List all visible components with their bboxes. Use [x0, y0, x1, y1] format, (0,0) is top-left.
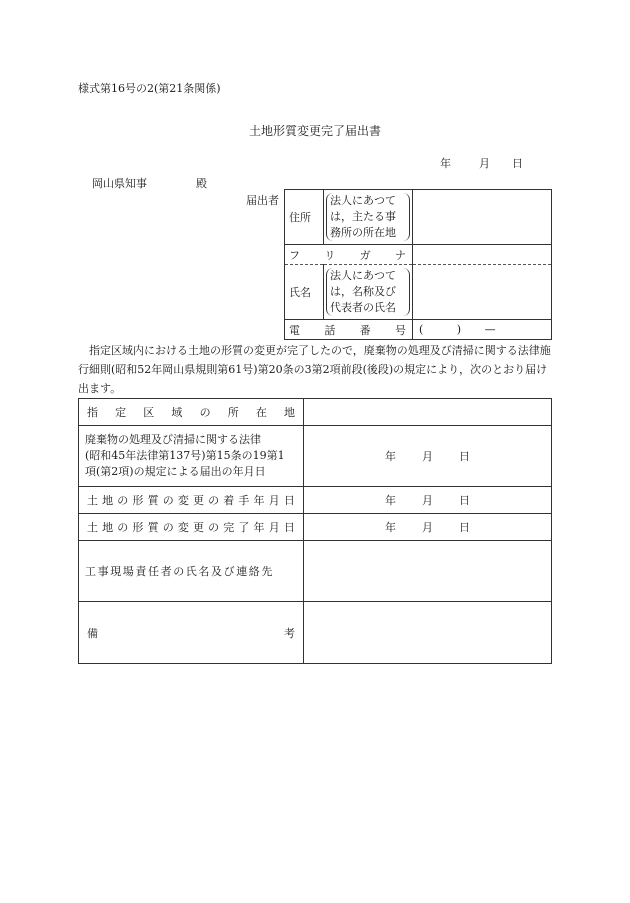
- location-char: 域: [171, 406, 183, 419]
- start-date-char: 質: [147, 494, 159, 507]
- day-unit: 日: [459, 521, 470, 534]
- addressee-honorific: 殿: [196, 177, 207, 190]
- end-date-char: の: [117, 521, 129, 534]
- start-date-char: 形: [132, 494, 144, 507]
- end-date-char: 質: [147, 521, 159, 534]
- phone-char: 話: [324, 323, 336, 337]
- filer-name-row: [285, 265, 552, 320]
- start-date-char: の: [117, 494, 129, 507]
- name-note-line: 法人にあつて: [330, 269, 396, 282]
- date-day: 日: [512, 157, 523, 170]
- day-unit: 日: [459, 494, 470, 507]
- manager-row: [79, 541, 552, 602]
- date-month: 月: [479, 157, 490, 170]
- form-number: 様式第16号の2(第21条関係): [78, 82, 221, 95]
- end-date-char: 完: [223, 521, 235, 534]
- manager-label: 工事現場責任者の氏名及び連絡先: [79, 541, 304, 602]
- notified-date-label-line: 廃棄物の処理及び清掃に関する法律: [85, 433, 261, 446]
- end-date-label: [79, 514, 304, 541]
- addressee-name: 岡山県知事: [92, 177, 147, 190]
- location-char: 在: [255, 406, 267, 419]
- address-label: 住所: [285, 190, 324, 245]
- furigana-char: ナ: [394, 248, 406, 262]
- furigana-char: ガ: [359, 248, 371, 262]
- start-date-char: 年: [253, 494, 265, 507]
- end-date-char: 形: [132, 521, 144, 534]
- start-date-char: 土: [87, 494, 98, 507]
- phone-paren-open: (: [419, 323, 424, 336]
- name-note-line: は，名称及び: [330, 285, 396, 298]
- address-value[interactable]: [413, 190, 552, 245]
- start-date-char: 月: [268, 494, 280, 507]
- end-date-char: 年: [253, 521, 265, 534]
- location-char: 所: [227, 406, 239, 419]
- phone-char: 号: [394, 323, 406, 337]
- location-char: 区: [143, 406, 155, 419]
- filer-phone-row: [285, 320, 552, 340]
- furigana-value[interactable]: [413, 245, 552, 265]
- end-date-char: 了: [238, 521, 250, 534]
- end-date-char: 地: [102, 521, 114, 534]
- start-date-char: 着: [223, 494, 235, 507]
- name-note: [326, 268, 410, 316]
- name-note-cell: [324, 265, 413, 320]
- start-date-char: 手: [238, 494, 250, 507]
- location-value[interactable]: [304, 399, 552, 426]
- year-unit: 年: [385, 494, 396, 507]
- notified-date-row: [79, 426, 552, 487]
- filer-label: 届出者: [246, 194, 279, 207]
- end-date-char: 日: [283, 521, 295, 534]
- location-row: [79, 399, 552, 426]
- furigana-label: [285, 245, 413, 265]
- name-note-line: 代表者の氏名: [330, 301, 396, 314]
- manager-value[interactable]: [304, 541, 552, 602]
- remarks-char: 備: [87, 626, 98, 640]
- phone-char: 番: [359, 323, 371, 337]
- main-table: [78, 398, 552, 664]
- name-value[interactable]: [413, 265, 552, 320]
- end-date-char: 土: [87, 521, 98, 534]
- address-note-line: は，主たる事: [330, 210, 396, 223]
- month-unit: 月: [422, 450, 433, 463]
- location-char: の: [199, 406, 211, 419]
- start-date-value[interactable]: [304, 487, 552, 514]
- phone-label: [285, 320, 413, 340]
- phone-paren-close: ): [456, 323, 462, 336]
- end-date-value[interactable]: [304, 514, 552, 541]
- notified-date-label: [79, 426, 304, 487]
- name-label: 氏名: [285, 265, 324, 320]
- address-note-line: 務所の所在地: [330, 226, 396, 239]
- year-unit: 年: [385, 450, 396, 463]
- day-unit: 日: [459, 450, 470, 463]
- phone-dash: —: [484, 323, 496, 336]
- end-date-char: の: [208, 521, 220, 534]
- end-date-char: 変: [177, 521, 189, 534]
- start-date-char: 日: [283, 494, 295, 507]
- furigana-char: リ: [324, 248, 336, 262]
- end-date-char: の: [162, 521, 174, 534]
- phone-char: 電: [289, 323, 300, 337]
- start-date-row: [79, 487, 552, 514]
- notified-date-value[interactable]: [304, 426, 552, 487]
- location-label: [79, 399, 304, 426]
- address-note-cell: [324, 190, 413, 245]
- body-text: 指定区域内における土地の形質の変更が完了したので，廃棄物の処理及び清掃に関する法律施行細則(昭和52年岡山県規則第61号)第20条の3第2項前段(後段)の規定により，次のとおり届け出ます。: [78, 344, 551, 395]
- filer-furigana-row: [285, 245, 552, 265]
- month-unit: 月: [422, 494, 433, 507]
- year-unit: 年: [385, 521, 396, 534]
- end-date-row: [79, 514, 552, 541]
- notified-date-label-line: (昭和45年法律第137号)第15条の19第1: [85, 449, 285, 462]
- start-date-label: [79, 487, 304, 514]
- start-date-char: の: [208, 494, 220, 507]
- furigana-char: フ: [289, 248, 300, 262]
- location-char: 指: [87, 406, 98, 419]
- location-char: 地: [283, 406, 295, 419]
- remarks-label: [79, 602, 304, 664]
- end-date-char: 更: [192, 521, 204, 534]
- phone-value[interactable]: [413, 320, 552, 340]
- date-year: 年: [440, 157, 451, 170]
- address-note-line: 法人にあつて: [330, 194, 396, 207]
- month-unit: 月: [422, 521, 433, 534]
- remarks-value[interactable]: [304, 602, 552, 664]
- start-date-char: 更: [192, 494, 204, 507]
- remarks-char: 考: [284, 626, 295, 640]
- start-date-char: 地: [102, 494, 114, 507]
- remarks-row: [79, 602, 552, 664]
- end-date-char: 月: [268, 521, 280, 534]
- form-title: 土地形質変更完了届出書: [248, 124, 381, 138]
- location-char: 定: [115, 406, 127, 419]
- notified-date-label-line: 項(第2項)の規定による届出の年月日: [85, 465, 266, 478]
- start-date-char: 変: [177, 494, 189, 507]
- filer-table: [284, 189, 552, 340]
- filer-address-row: [285, 190, 552, 245]
- start-date-char: の: [162, 494, 174, 507]
- address-note: [326, 193, 410, 241]
